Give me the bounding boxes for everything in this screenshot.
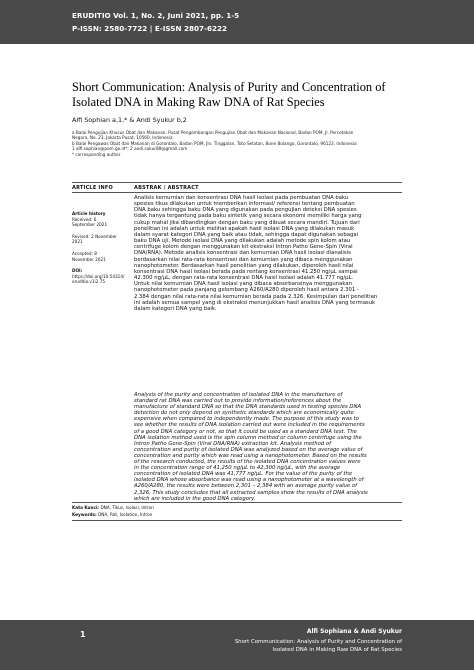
abstract-line: nanophotometer. Berdasarkan hasil penelitian yang dilakukan, diperoleh hasil nilai <box>134 262 354 269</box>
abstract-line: manufacture of standard DNA so that the DNA standards used in testing species DNA <box>134 404 362 411</box>
abstract-line: DNA baku sehingga baku DNA yang digunakan pada pengujian deteksi DNA spesies <box>134 207 357 214</box>
abstract-line: isolated DNA whose absorbance was read using a nanophotometer at a wavelength of <box>134 477 364 484</box>
abstract-line: in the concentration range of 41,250 ng/µL to 42,300 ng/µL, with the average <box>134 465 341 472</box>
revised-year: 2021 <box>72 239 83 245</box>
accepted-date: November 2021 <box>72 256 106 262</box>
abstract-line: Analysis of the purity and concentration of isolated DNA in the manufacture of <box>134 392 343 398</box>
doi-label: DOI: <box>72 268 83 274</box>
divider <box>72 520 402 521</box>
abstract-line: Untuk nilai kemurnian DNA hasil isolasi yang dibaca absorbansinya menggunakan <box>134 281 352 288</box>
footer-title-line: Isolated DNA in Making Raw DNA of Rat Species <box>272 647 402 653</box>
abstract-line: see whether the results of DNA isolation carried out were included in the requirements <box>134 422 365 429</box>
kata-kunci <box>72 505 154 510</box>
doi-link[interactable]: https://doi.org/10.54314/ <box>72 273 125 279</box>
abstract-line: centrifuge kolom dengan menggunakan kit ekstraksi Intron Patho Gene-Spin (Viral <box>134 244 353 251</box>
abstract-line: of a good DNA category or not, so that it could be used as a standard DNA test. The <box>134 428 357 435</box>
kata-kunci-label: Kata Kunci: <box>72 505 100 510</box>
abstract-line: tidak hanya tergantung pada baku sintetik yang secara ekonomi memiliki harga yang <box>134 213 362 220</box>
abstract-line: Analisis kemurnian dan konsentrasi DNA hasil isolasi pada pembuatan DNA baku <box>134 195 349 201</box>
keywords-label: Keywords: <box>72 512 97 517</box>
abstract-line: 2,326. This study concludes that all extracted samples show the results of DNA analysis <box>134 489 368 496</box>
footer-title-line: Short Communication: Analysis of Purity and Concentration of <box>234 639 402 645</box>
abstract-heading: ABSTRAK / ABSTRACT <box>134 185 199 191</box>
page-footer <box>0 620 474 670</box>
corresponding-note: * corresponding author <box>72 151 121 157</box>
keywords-value: DNA, Rat, Isolation, Intron <box>98 512 153 517</box>
received-label: Received: 6 <box>72 216 97 222</box>
author-line: Alfi Sophian a,1,* & Andi Syukur b,2 <box>72 116 187 124</box>
abstract-line: concentration of isolated DNA was 41,777 ng/µL. For the value of the purity of the <box>134 471 353 478</box>
abstract-line: baku DNA uji. Metode isolasi DNA yang dilakukan adalah metode spin kolom atau <box>134 238 351 245</box>
article-info-heading: ARTICLE INFO <box>72 185 113 191</box>
abstract-line: ini adalah semua sampel yang di ekstraksi menunjukkan hasil analisis DNA yang termasuk <box>134 299 376 306</box>
abstract-line: cukup mahal jika dibandingkan dengan baku yang dibuat secara mandiri. Tujuan dari <box>134 219 360 226</box>
abstract-line: which are included in the good DNA category. <box>134 495 256 502</box>
revised-label: Revised: 2 November <box>72 233 117 239</box>
affiliation-line: Negara, No. 23, Jakarta Pusat, 10560, Indonesia <box>72 135 173 141</box>
divider <box>72 192 402 193</box>
abstract-line: detection do not only depend on synthetic standards which are economically quite <box>134 410 354 417</box>
abstract-line: Intron Patho Gene-Spin (Viral DNA/RNA) extraction kit. Analysis method of <box>134 440 331 447</box>
abstract-line: dalam syarat kategori DNA yang baik atau tidak, sehingga dapat digunakan sebagai <box>134 231 359 238</box>
email-line: 1 alfi.sophian@pom.go.id*; 2 andi.sukur88@gmail.com <box>72 146 188 152</box>
journal-header-band <box>0 0 474 44</box>
affiliation-line: b Balai Pengawas Obat dan Makanan di Gorontalo, Badan POM, Jln. Tinggalan, Toto Selatan, Bone Bolango, Gorontalo, 96123. Indonesia <box>72 140 357 146</box>
abstract-line: dalam kategori DNA yang baik. <box>134 305 217 312</box>
abstract-line: of the research conducted, the results of the isolated DNA concentration values were <box>134 459 361 466</box>
doi-link[interactable]: eruditio.v1i2.75 <box>72 279 106 285</box>
divider <box>72 502 402 503</box>
history-heading: Article history <box>72 211 106 216</box>
article-title <box>72 80 412 110</box>
abstract-english <box>134 392 402 502</box>
abstract-line: A260/A280, the results were between 2,301 – 2,384 with an average purity value of <box>134 483 357 490</box>
title-line: Isolated DNA in Making Raw DNA of Rat Species <box>72 95 325 109</box>
abstract-line: 2.384 dengan nilai rata-rata nilai kemurnian berada pada 2.326. Kesimpulan dari penelitian <box>134 293 378 300</box>
footer-authors: Alfi Sophiana & Andi Syukur <box>306 628 402 635</box>
abstract-line: expensive when compared to independently made. The purpose of this study was to <box>134 416 359 423</box>
divider <box>72 182 402 183</box>
accepted-label: Accepted: 8 <box>72 250 97 256</box>
keywords <box>72 512 152 517</box>
page-number: 1 <box>80 630 86 639</box>
abstract-line: concentration and purity of isolated DNA was analyzed based on the average value of <box>134 446 363 453</box>
abstract-line: DNA/RNA). Metode analisis konsentrasi dan kemurnian DNA hasil isolasi dianalisis <box>134 250 351 257</box>
abstract-line: spesies tikus dilakukan untuk memberikan informasi/ referensi tentang pembuatan <box>134 201 355 208</box>
abstract-line: nanophotometer pada panjang gelombang A260/A280 diperoleh hasil antara 2.301 - <box>134 287 359 294</box>
affiliation-line: a Balai Pengujian Khusus Obat dan Makanan, Pusat Pengembangan Pengujian Obat dan Makanan Nasional, Badan POM, Jl. Percetakan <box>72 130 354 135</box>
abstract-indonesian <box>134 195 402 312</box>
abstract-line: konsentrasi DNA hasil isolasi berada pada rentang konsentrasi 41.250 ng/µL sampai <box>134 268 358 275</box>
received-date: September 2021 <box>72 222 108 228</box>
article-history <box>72 211 130 285</box>
abstract-line: berdasarkan nilai rata-rata konsentrasi dan kemurnian yang dibaca menggunakan <box>134 256 353 263</box>
abstract-line: penelitian ini adalah untuk melihat apakah hasil isolasi DNA yang dilakukan masuk <box>134 225 355 232</box>
abstract-line: standard rat DNA was carried out to provide information/references about the <box>134 398 342 405</box>
abstract-line: concentration and purity which was read using a nanophotometer. Based on the results <box>134 452 367 459</box>
journal-citation: ERUDITIO Vol. 1, No. 2, Juni 2021, pp. 1-5 <box>72 11 240 20</box>
abstract-line: DNA isolation method used is the spin column method or column centrifuge using the <box>134 434 362 441</box>
abstract-line: 42.300 ng/µL, dengan rata-rata konsentrasi DNA hasil isolasi adalah 41.777 ng/µL. <box>134 275 354 282</box>
kata-kunci-value: DNA, Tikus, Isolasi, Intron <box>100 505 154 510</box>
affiliations <box>72 130 412 157</box>
title-line: Short Communication: Analysis of Purity and Concentration of <box>72 80 386 94</box>
journal-issn: P-ISSN: 2580-7722 | E-ISSN 2807-6222 <box>72 24 227 33</box>
